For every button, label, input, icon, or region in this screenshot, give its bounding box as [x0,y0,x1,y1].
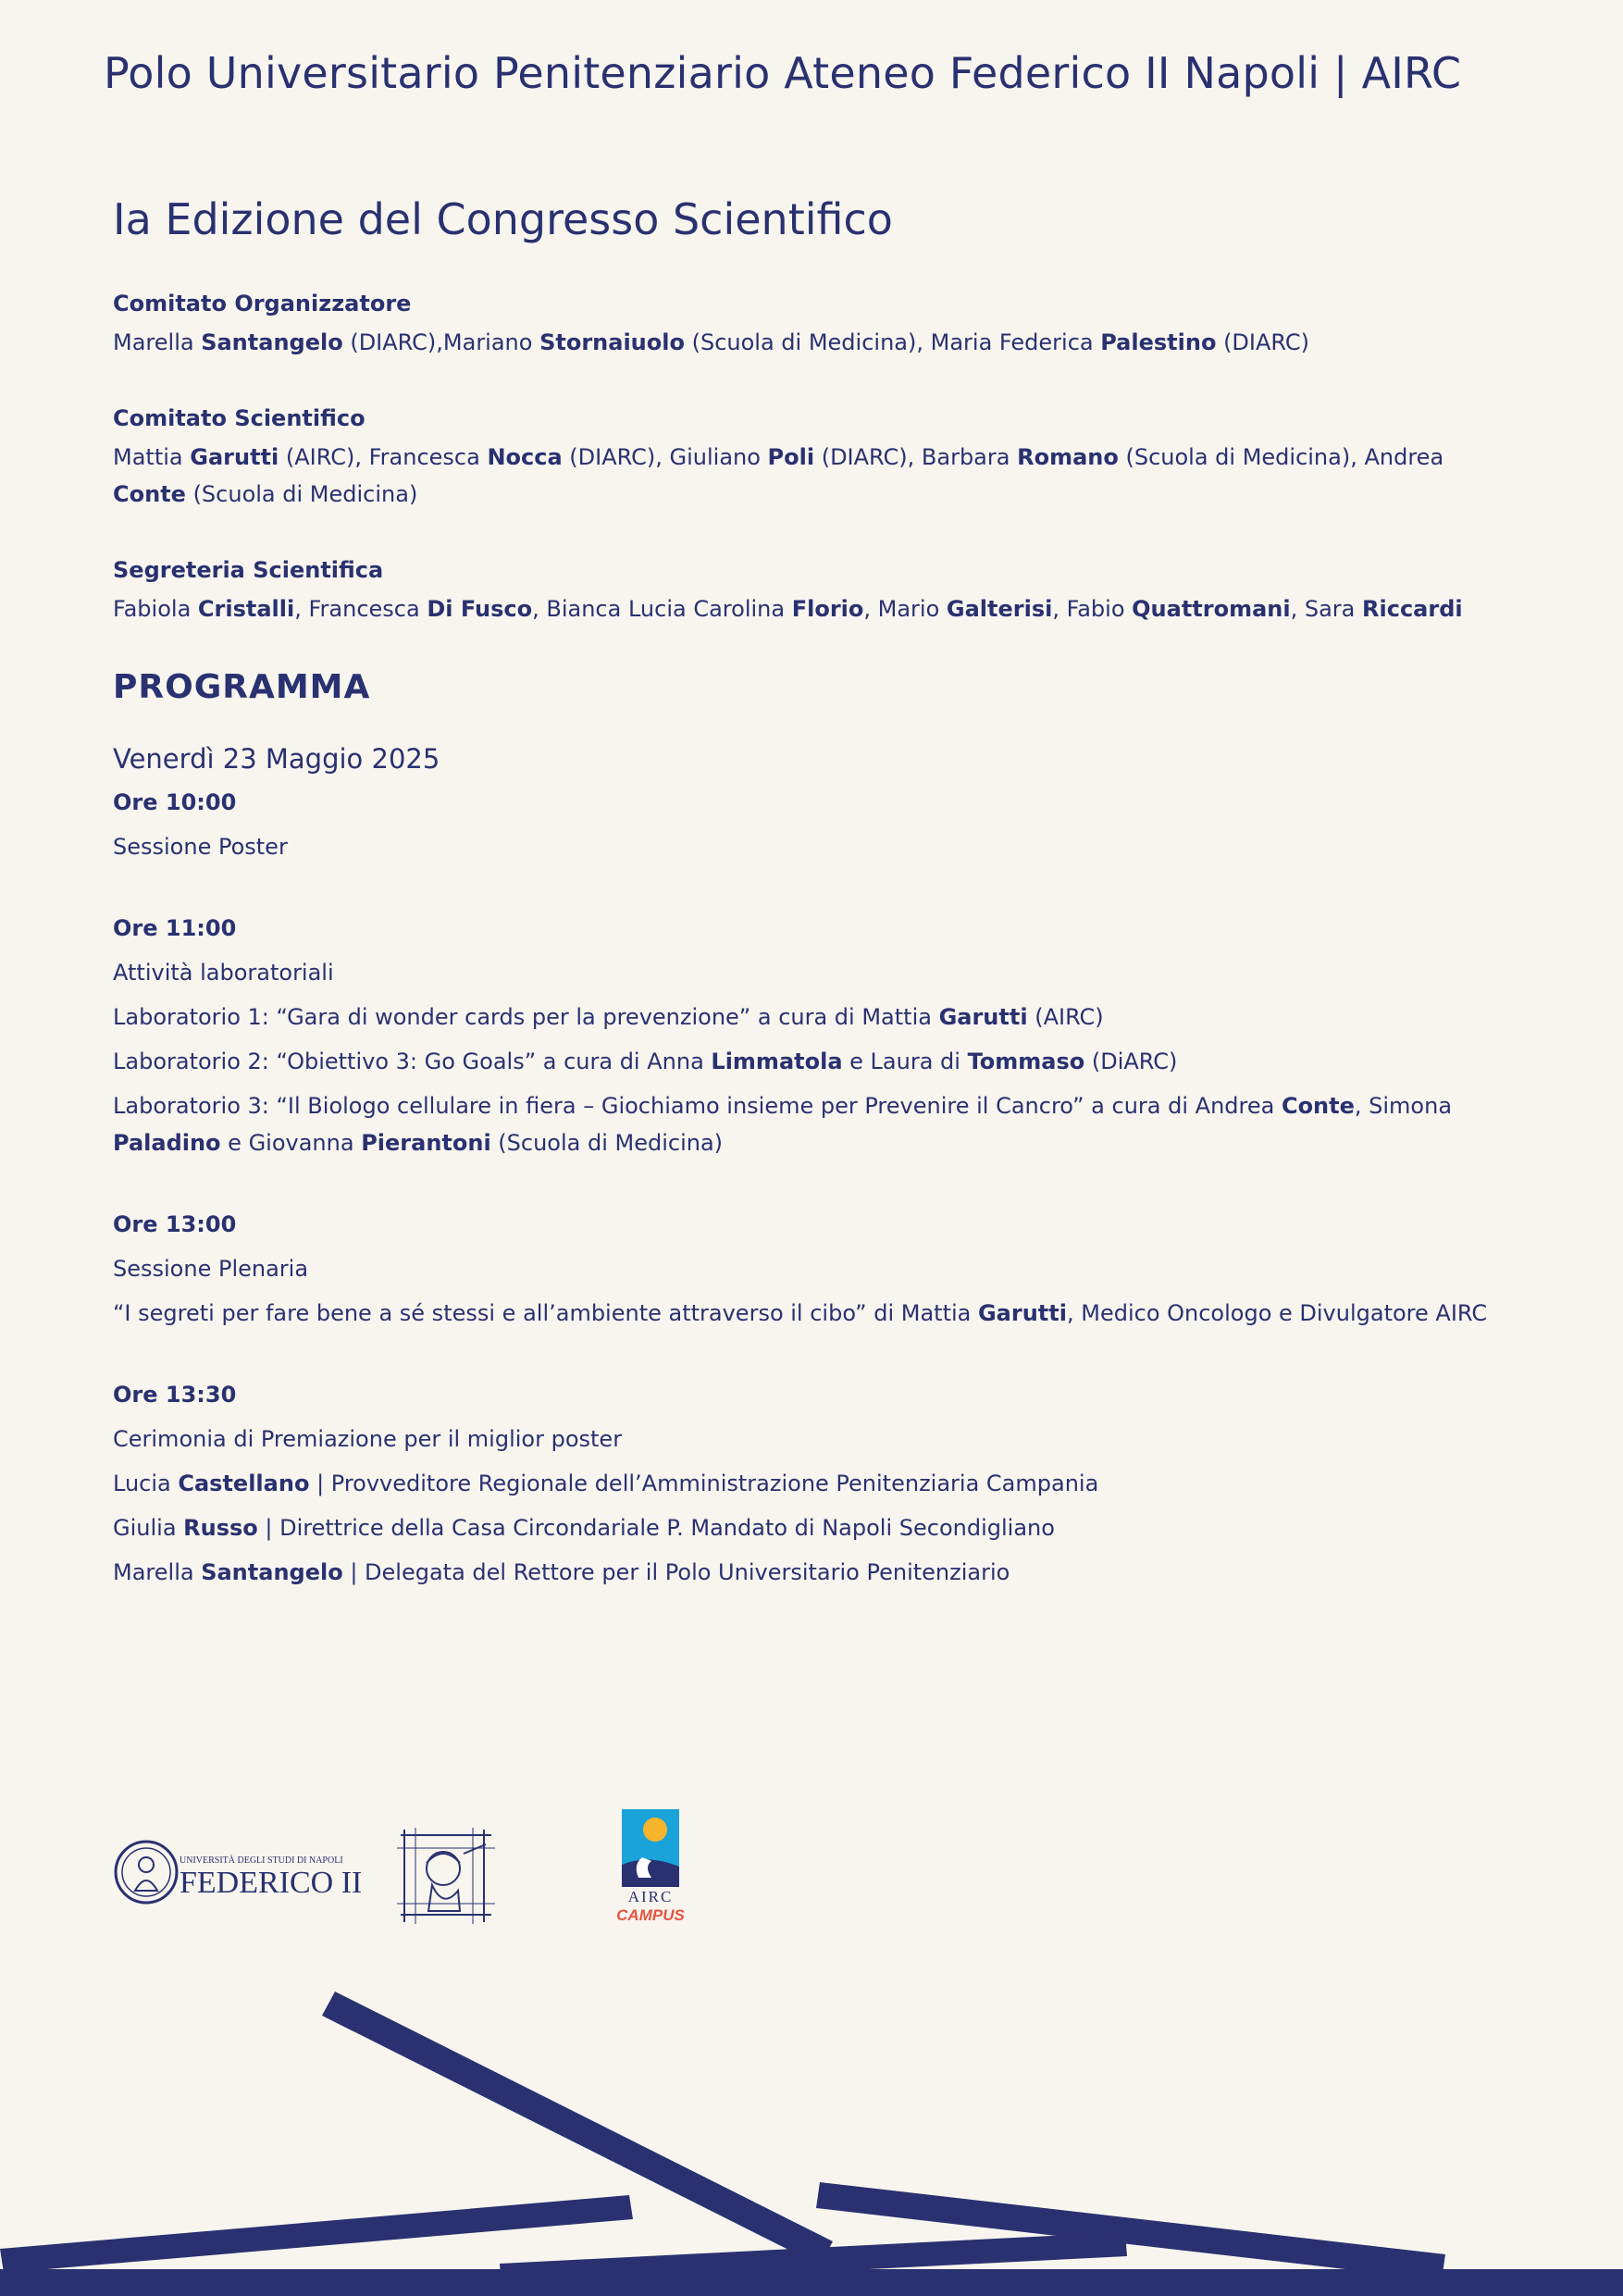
session-line [113,1295,1501,1332]
text-fragment: Laboratorio 1: “Gara di wonder cards per la prevenzione” a cura di Mattia [113,1004,939,1030]
text-fragment: e Giovanna [220,1130,362,1156]
text-fragment: | Direttrice della Casa Circondariale P. Mandato di Napoli Secondigliano [257,1515,1055,1541]
text-fragment: “I segreti per fare bene a sé stessi e all’ambiente attraverso il cibo” di Mattia [113,1300,978,1326]
text-fragment: (Scuola di Medicina) [490,1130,724,1156]
session-line [113,999,1501,1036]
person-surname: Palestino [1100,329,1217,355]
program-sessions [113,784,1501,1591]
program-day: Venerdì 23 Maggio 2025 [113,743,440,775]
text-fragment: (DIARC) [1216,329,1310,355]
text-fragment: (Scuola di Medicina), Andrea [1118,444,1444,470]
person-surname: Cristalli [197,596,295,622]
text-fragment: | Provveditore Regionale dell’Amministrazione Penitenziaria Campania [309,1471,1099,1496]
edition-title: Ia Edizione del Congresso Scientifico [113,194,893,244]
text-fragment: (Scuola di Medicina) [185,481,418,507]
person-surname: Quattromani [1132,596,1291,622]
session-line [113,1509,1501,1546]
committee-members [113,439,1501,513]
person-surname: Garutti [938,1004,1028,1030]
text-fragment: Lucia [113,1471,179,1496]
session-line [113,1250,1501,1287]
person-surname: Garutti [977,1300,1067,1326]
person-surname: Conte [1281,1093,1355,1119]
logos [113,1809,761,1930]
campus-logo-text: CAMPUS [616,1906,685,1924]
program-session [113,1206,1501,1332]
text-fragment: Giulia [113,1515,184,1541]
text-fragment: (DiARC) [1084,1049,1178,1074]
person-surname: Galterisi [946,596,1053,622]
federico-logo-big-text: FEDERICO II [180,1866,363,1900]
text-fragment: e Laura di [842,1049,968,1074]
text-fragment: , Fabio [1052,596,1133,622]
person-surname: Di Fusco [427,596,533,622]
session-line [113,1043,1501,1080]
federico-ii-logo [113,1837,363,1911]
session-time: Ore 13:00 [113,1211,237,1237]
text-fragment: , Mario [863,596,947,622]
federico-logo-small-text: UNIVERSITÀ DEGLI STUDI DI NAPOLI [180,1855,343,1866]
text-fragment: (DIARC), Giuliano [562,444,768,470]
session-time: Ore 10:00 [113,789,237,815]
session-line [113,954,1501,991]
person-surname: Poli [767,444,815,470]
text-fragment: Laboratorio 3: “Il Biologo cellulare in fiera – Giochiamo insieme per Prevenire il Cancro” a cura di Andrea [113,1093,1282,1119]
decorative-bars [0,1990,1623,2296]
person-surname: Santangelo [201,1559,343,1585]
session-line [113,1465,1501,1502]
program-heading: PROGRAMMA [113,668,371,706]
session-line [113,1554,1501,1591]
text-fragment: (AIRC), Francesca [279,444,488,470]
text-fragment: Cerimonia di Premiazione per il miglior poster [113,1426,623,1452]
committee-label: Comitato Scientifico [113,405,365,431]
person-surname: Romano [1017,444,1119,470]
text-fragment: | Delegata del Rettore per il Polo Universitario Penitenziario [342,1559,1010,1585]
text-fragment: Sessione Poster [113,834,288,860]
session-line [113,1421,1501,1458]
committee-members [113,324,1501,361]
page-header: Polo Universitario Penitenziario Ateneo Federico II Napoli | AIRC [104,48,1462,98]
person-surname: Santangelo [201,329,343,355]
session-time: Ore 13:30 [113,1382,237,1408]
text-fragment: , Francesca [294,596,427,622]
text-fragment: , Medico Oncologo e Divulgatore AIRC [1066,1300,1488,1326]
text-fragment: , Simona [1354,1093,1453,1119]
text-fragment: Sessione Plenaria [113,1256,309,1282]
person-surname: Florio [791,596,864,622]
person-surname: Russo [183,1515,258,1541]
committee-label: Comitato Organizzatore [113,291,412,316]
text-fragment: Mattia [113,444,191,470]
text-fragment: (Scuola di Medicina), Maria Federica [684,329,1101,355]
text-fragment: (AIRC) [1027,1004,1104,1030]
text-fragment: (DIARC), Barbara [814,444,1018,470]
person-surname: Stornaiuolo [539,329,685,355]
session-line [113,1087,1501,1161]
airc-logo-text: AIRC [627,1888,674,1905]
person-surname: Tommaso [967,1049,1085,1074]
text-fragment: Attività laboratoriali [113,960,334,986]
person-surname: Nocca [487,444,563,470]
text-fragment: Marella [113,329,202,355]
session-time: Ore 11:00 [113,915,237,941]
text-fragment: Fabiola [113,596,198,622]
person-surname: Limmatola [711,1049,843,1074]
bottom-band [0,2269,1623,2296]
text-fragment: , Sara [1290,596,1363,622]
engraving-portrait-logo [395,1826,497,1926]
person-surname: Pierantoni [361,1130,491,1156]
person-surname: Conte [113,481,186,507]
text-fragment: , Bianca Lucia Carolina [532,596,792,622]
person-surname: Riccardi [1362,596,1463,622]
program-session [113,784,1501,865]
decorative-bar [0,2195,633,2273]
text-fragment: Laboratorio 2: “Obiettivo 3: Go Goals” a cura di Anna [113,1049,712,1074]
person-surname: Castellano [178,1471,310,1496]
content [113,194,1501,1635]
program-session [113,1376,1501,1591]
program-session [113,910,1501,1161]
text-fragment: Marella [113,1559,202,1585]
airc-campus-logo [611,1809,694,1926]
text-fragment: (DIARC),Mariano [342,329,540,355]
session-line [113,828,1501,865]
person-surname: Paladino [113,1130,221,1156]
committee-members [113,590,1501,627]
committees [113,287,1501,627]
committee-label: Segreteria Scientifica [113,557,384,583]
person-surname: Garutti [190,444,279,470]
